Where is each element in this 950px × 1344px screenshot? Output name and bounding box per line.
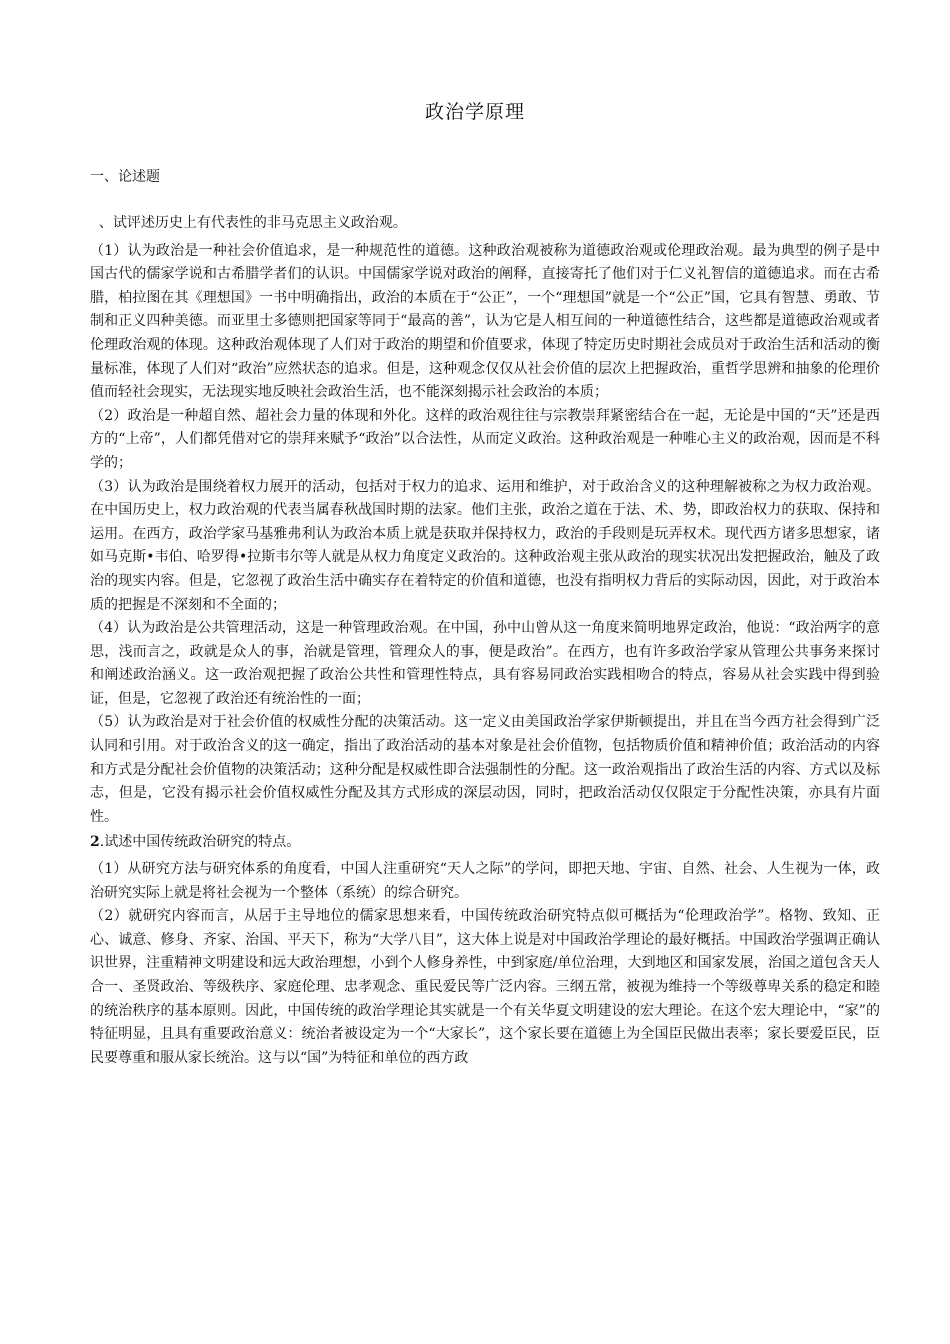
question-2 (90, 831, 880, 855)
q1-paragraph: （4）认为政治是公共管理活动，这是一种管理政治观。在中国，孙中山曾从这一角度来简明地界定政治，他说：“政治两字的意思，浅而言之，政就是众人的事，治就是管理，管理众人的事，便是政治”。在西方，也有许多政治学家从管理公共事务来探讨和阐述政治涵义。这一政治观把握了政治公共性和管理性特点，具有容易同政治实践相吻合的特点，容易从社会实践中得到验证，但是，它忽视了政治还有统治性的一面； (90, 620, 880, 707)
question-2-number: 2 (90, 834, 100, 851)
question-1 (90, 212, 880, 236)
q1-paragraph: （2）政治是一种超自然、超社会力量的体现和外化。这样的政治观往往与宗教崇拜紧密结合在一起，无论是中国的“天”还是西方的“上帝”，人们都凭借对它的崇拜来赋予“政治”以合法性，从而定义政治。这种政治观是一种唯心主义的政治观，因而是不科学的； (90, 407, 880, 471)
question-2-text: .试述中国传统政治研究的特点。 (99, 834, 301, 851)
document-body (90, 212, 880, 1070)
document-title: 政治学原理 (424, 101, 525, 123)
q1-paragraph: （5）认为政治是对于社会价值的权威性分配的决策活动。这一定义由美国政治学家伊斯顿提出，并且在当今西方社会得到广泛认同和引用。对于政治含义的这一确定，指出了政治活动的基本对象是社会价值物，包括物质价值和精神价值；政治活动的内容和方式是分配社会价值物的决策活动；这种分配是权威性即合法强制性的分配。这一政治观指出了政治生活的内容、方式以及标志，但是，它没有揭示社会价值权威性分配及其方式形成的深层动因，同时，把政治活动仅仅限定于分配性决策，亦具有片面性。 (90, 714, 880, 825)
q1-paragraph: （3）认为政治是围绕着权力展开的活动，包括对于权力的追求、运用和维护，对于政治含义的这种理解被称之为权力政治观。在中国历史上，权力政治观的代表当属春秋战国时期的法家。他们主张，政治之道在于法、术、势，即政治权力的获取、保持和运用。在西方，政治学家马基雅弗利认为政治本质上就是获取并保持权力，政治的手段则是玩弄权术。现代西方诸多思想家，诸如马克斯•韦伯、哈罗得•拉斯韦尔等人就是从权力角度定义政治的。这种政治观主张从政治的现实状况出发把握政治，触及了政治的现实内容。但是，它忽视了政治生活中确实存在着特定的价值和道德，也没有指明权力背后的实际动因，因此，对于政治本质的把握是不深刻和不全面的； (90, 478, 880, 613)
section-heading: 一、论述题 (90, 169, 160, 185)
q2-paragraph: （2）就研究内容而言，从居于主导地位的儒家思想来看，中国传统政治研究特点似可概括为“伦理政治学”。格物、致知、正心、诚意、修身、齐家、治国、平天下，称为“大学八目”，这大体上说是对中国政治学理论的最好概括。中国政治学强调正确认识世界，注重精神文明建设和远大政治理想，小到个人修身养性，中到家庭/单位治理，大到地区和国家发展，治国之道包含天人合一、圣贤政治、等级秩序、家庭伦理、忠孝观念、重民爱民等广泛内容。三纲五常，被视为维持一个等级尊卑关系的稳定和睦的统治秩序的基本原则。因此，中国传统的政治学理论其实就是一个有关华夏文明建设的宏大理论。在这个宏大理论中，“家”的特征明显，且具有重要政治意义：统治者被设定为一个“大家长”，这个家长要在道德上为全国臣民做出表率；家长要爱臣民，臣民要尊重和服从家长统治。这与以“国”为特征和单位的西方政 (90, 908, 880, 1066)
q2-paragraph: （1）从研究方法与研究体系的角度看，中国人注重研究“天人之际”的学问，即把天地、宇宙、自然、社会、人生视为一体，政治研究实际上就是将社会视为一个整体（系统）的综合研究。 (90, 861, 880, 901)
question-1-text: 、试评述历史上有代表性的非马克思主义政治观。 (98, 215, 407, 231)
q1-paragraph: （1）认为政治是一种社会价值追求，是一种规范性的道德。这种政治观被称为道德政治观或伦理政治观。最为典型的例子是中国古代的儒家学说和古希腊学者们的认识。中国儒家学说对政治的阐释，直接寄托了他们对于仁义礼智信的道德追求。而在古希腊，柏拉图在其《理想国》一书中明确指出，政治的本质在于“公正”，一个“理想国”就是一个“公正”国，它具有智慧、勇敢、节制和正义四种美德。而亚里士多德则把国家等同于“最高的善”，认为它是人相互间的一种道德性结合，这些都是道德政治观或者伦理政治观的体现。这种政治观体现了人们对于政治的期望和价值要求，体现了特定历史时期社会成员对于政治生活和活动的衡量标准，体现了人们对“政治”应然状态的追求。但是，这种观念仅仅从社会价值的层次上把握政治，重哲学思辨和抽象的伦理价值而轻社会现实，无法现实地反映社会政治生活，也不能深刻揭示社会政治的本质； (90, 242, 880, 401)
